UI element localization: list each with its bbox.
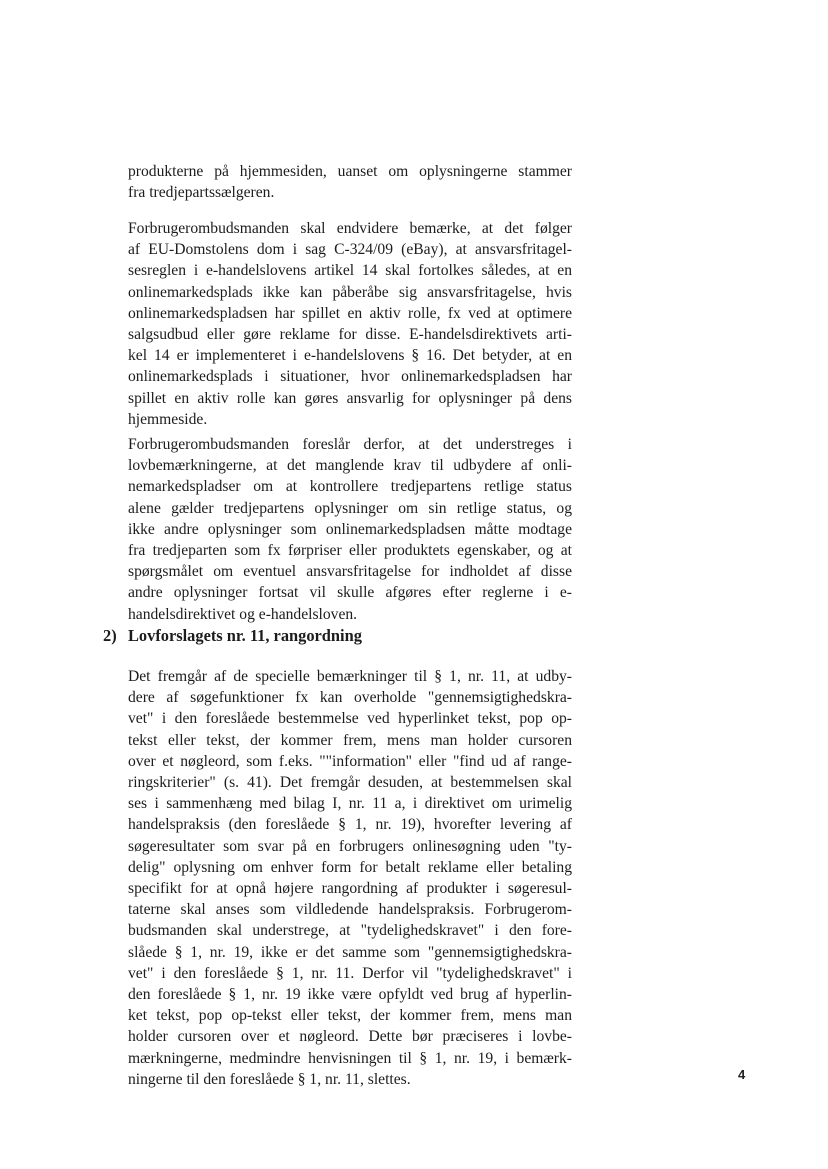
text-line: tekst eller tekst, der kommer frem, mens man holder cursoren [128, 731, 572, 749]
text-line: salgsudbud eller gøre reklame for disse. E-handelsdirektivets arti- [128, 326, 572, 344]
text-line: vet" i den foreslåede bestemmelse ved hyperlinket tekst, pop op- [128, 710, 572, 728]
text-line: mærkningerne, medmindre henvisningen til § 1, nr. 19, i bemærk- [128, 1049, 572, 1067]
text-line: den foreslåede § 1, nr. 19 ikke være opfyldt ved brug af hyperlin- [128, 986, 572, 1004]
text-line: ningerne til den foreslåede § 1, nr. 11, slettes. [128, 1070, 411, 1088]
text-line: hjemmeside. [128, 410, 208, 428]
text-line: fra tredjeparten som fx førpriser eller produktets egenskaber, og at [128, 542, 572, 560]
text-line: handelsdirektivet og e-handelsloven. [128, 605, 358, 623]
text-line: taterne skal anses som vildledende handelspraksis. Forbrugerom- [128, 901, 572, 919]
text-line: alene gælder tredjepartens oplysninger om sin retlige status, og [128, 499, 572, 517]
text-line: budsmanden skal understrege, at "tydelighedskravet" i den fore- [128, 922, 572, 940]
paragraph-ranking [128, 666, 572, 1090]
text-line: sesreglen i e-handelslovens artikel 14 skal fortolkes således, at en [128, 262, 572, 280]
paragraph-ebay-judgment [128, 218, 572, 430]
text-line: af EU-Domstolens dom i sag C-324/09 (eBay), at ansvarsfritagel- [128, 241, 572, 259]
text-line: Forbrugerombudsmanden skal endvidere bemærke, at det følger [128, 220, 572, 237]
text-line: holder cursoren over et nøgleord. Dette bør præciseres i lovbe- [128, 1028, 572, 1046]
section-title: Lovforslagets nr. 11, rangordning [128, 626, 362, 645]
text-line: slåede § 1, nr. 19, ikke er det samme som "gennemsigtighedskra- [128, 943, 572, 961]
text-line: vet" i den foreslåede § 1, nr. 11. Derfor vil "tydelighedskravet" i [128, 964, 572, 982]
text-line: onlinemarkedsplads ikke kan påberåbe sig ansvarsfritagelse, hvis [128, 283, 572, 301]
text-line: handelspraksis (den foreslåede § 1, nr. 19), hvorefter levering af [128, 816, 572, 834]
section-number: 2) [103, 626, 117, 645]
text-line: Forbrugerombudsmanden foreslår derfor, at det understreges i [128, 436, 572, 453]
text-line: ringskriterier" (s. 41). Det fremgår desuden, at bestemmelsen skal [128, 774, 572, 792]
text-line: dere af søgefunktioner fx kan overholde "gennemsigtighedskra- [128, 689, 572, 707]
section-heading [103, 626, 362, 646]
text-line: delig" oplysning om enhver form for betalt reklame eller betaling [128, 858, 572, 876]
text-line: spillet en aktiv rolle kan gøres ansvarlig for oplysninger på dens [128, 389, 572, 407]
text-line: specifikt for at opnå højere rangordning af produkter i søgeresul- [128, 880, 572, 898]
page-number: 4 [738, 1067, 746, 1082]
text-line: søgeresultater som svar på en forbrugers onlinesøgning uden "ty- [128, 837, 572, 855]
text-line: kel 14 er implementeret i e-handelslovens § 16. Det betyder, at en [128, 347, 572, 365]
text-line: andre oplysninger fortsat vil skulle afgøres efter reglerne i e- [128, 584, 572, 602]
text-line: spørgsmålet om eventuel ansvarsfritagelse for indholdet af disse [128, 563, 572, 581]
text-line: onlinemarkedspladsen har spillet en aktiv rolle, fx ved at optimere [128, 304, 572, 322]
text-line: ses i sammenhæng med bilag I, nr. 11 a, i direktivet om urimelig [128, 795, 572, 813]
text-line: onlinemarkedsplads i situationer, hvor onlinemarkedspladsen har [128, 368, 572, 386]
text-line: produkterne på hjemmesiden, uanset om oplysningerne stammer [128, 163, 572, 180]
text-line: nemarkedspladser om at kontrollere tredjepartens retlige status [128, 478, 572, 496]
paragraph-proposal [128, 434, 572, 625]
text-line: over et nøgleord, som f.eks. ""information" eller "find ud af range- [128, 752, 572, 770]
text-line: Det fremgår af de specielle bemærkninger til § 1, nr. 11, at udby- [128, 668, 572, 685]
text-line: fra tredjepartssælgeren. [128, 184, 275, 202]
text-line: lovbemærkningerne, at det manglende krav til udbydere af onli- [128, 457, 572, 475]
text-line: ikke andre oplysninger som onlinemarkedspladsen måtte modtage [128, 520, 572, 538]
paragraph-intro-continuation [128, 161, 572, 203]
text-line: ket tekst, pop op-tekst eller tekst, der kommer frem, mens man [128, 1007, 572, 1025]
